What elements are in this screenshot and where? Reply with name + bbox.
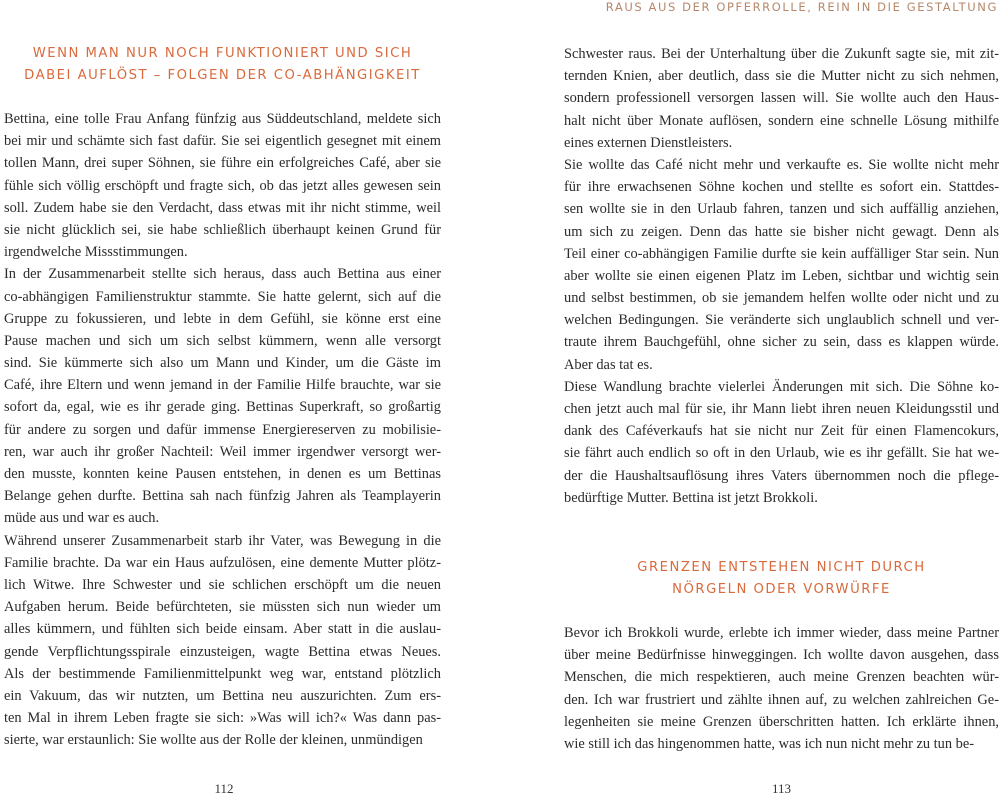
text-line: Pause machen und sich um sich selbst kümmern, wenn alle versorgt — [4, 332, 441, 349]
text-line: Während unserer Zusammenarbeit starb ihr Vater, was Bewegung in die — [4, 532, 441, 549]
text-line: fühle sich völlig erschöpft und fragte sich, ob das jetzt alles gewesen sein — [4, 177, 441, 194]
right-body-text-top — [564, 43, 999, 509]
left-page — [4, 0, 441, 800]
text-line: eines externen Dienstleisters. — [564, 134, 733, 151]
text-line: sofort da, egal, wie es ihr gerade ging. Bettinas Superkraft, so großartig — [4, 399, 441, 416]
text-line: Aufgaben herum. Beide befürchteten, sie müssten sich nun wieder um — [4, 599, 441, 616]
heading-line: GRENZEN ENTSTEHEN NICHT DURCH — [637, 560, 926, 575]
text-line: Belange gehen durfte. Bettina sah nach fünfzig Jahren als Teamplayerin — [4, 488, 441, 505]
left-body-text — [4, 108, 441, 751]
text-line: co-abhängigen Familienstruktur stammte. Sie hatte gelernt, sich auf die — [4, 288, 441, 305]
text-line: traute ihrem Bauchgefühl, ohne sicher zu sein, dass es klappen würde. — [564, 334, 999, 351]
text-line: Menschen, die mich respektieren, auch meine Grenzen beachten wür- — [564, 669, 999, 686]
text-line: legenheiten sie meine Grenzen überschritten hatten. Ich erklärte ihnen, — [564, 713, 999, 730]
text-line: Teil einer co-abhängigen Familie durfte sie kein auffälliger Star sein. Nun — [564, 245, 999, 262]
text-line: Gruppe zu fokussieren, und lebte in dem Gefühl, sie könne erst eine — [4, 310, 441, 327]
text-line: ternden Knien, aber deutlich, dass sie die Mutter nicht zu sich nehmen, — [564, 68, 999, 85]
text-line: bei mir und schämte sich fast dafür. Sie sei eigentlich gesegnet mit einem — [4, 133, 441, 150]
text-line: der die Haushaltsauflösung ihres Vaters übernommen noch die pflege- — [564, 467, 999, 484]
text-line: sondern professionell versorgen lassen will. Sie wollte auch den Haus- — [564, 90, 999, 107]
text-line: soll. Zudem habe sie den Verdacht, dass etwas mit ihr nicht stimme, weil — [4, 199, 441, 216]
text-line: und selbst bestimmen, ob sie jemandem helfen wollte oder nicht und zu — [564, 290, 999, 307]
text-line: chen jetzt auch mal für sie, ihr Mann liebt ihren neuen Kleidungsstil und — [564, 401, 999, 417]
text-line: halt nicht über Monate auflösen, sondern eine schnelle Lösung mithilfe — [564, 112, 999, 129]
text-line: dank des Caféverkaufs hat sie nicht nur Zeit für einen Flamencokurs, — [564, 423, 999, 440]
text-line: welchen Bedingungen. Sie veränderte sich unglaublich schnell und ver- — [564, 312, 999, 329]
running-head: RAUS AUS DER OPFERROLLE, REIN IN DIE GESTALTUNG — [605, 0, 998, 14]
text-line: alles kümmern, und fühlten sich beide einsam. Aber statt in die auslau- — [4, 621, 441, 638]
page-number-left: 112 — [214, 781, 234, 796]
text-line: müde aus und war es auch. — [4, 510, 160, 527]
right-page — [564, 0, 999, 800]
text-line: sie nicht glücklich sei, sie habe schließlich überhaupt keinen Grund für — [4, 221, 441, 238]
text-line: um sich zu zeigen. Denn das hatte sie bisher nicht gewagt. Denn als — [564, 223, 999, 240]
text-line: aber wollte sie einen eigenen Platz im Leben, sichtbar und wichtig sein — [564, 267, 999, 284]
heading-line: NÖRGELN ODER VORWÜRFE — [672, 582, 891, 597]
text-line: ten Mal in ihrem Leben fragte sie sich: »Was will ich?« Was dann pas- — [4, 710, 441, 727]
text-line: Diese Wandlung brachte vielerlei Änderungen mit sich. Die Söhne ko- — [564, 378, 999, 395]
left-section-heading — [4, 43, 441, 87]
text-line: In der Zusammenarbeit stellte sich heraus, dass auch Bettina aus einer — [4, 266, 441, 283]
text-line: sierte, war erstaunlich: Sie wollte aus der Rolle der kleinen, unmündigen — [4, 732, 423, 749]
text-line: ein Vakuum, das wir nutzten, um Bettina neu auszurichten. Zum ers- — [4, 687, 441, 704]
heading-line: DABEI AUFLÖST – FOLGEN DER CO-ABHÄNGIGKEIT — [24, 68, 421, 83]
text-line: sen wollte sie in den Urlaub fahren, tanzen und sich auffällig anziehen, — [564, 201, 999, 218]
text-line: Sie wollte das Café nicht mehr und verkaufte es. Sie wollte nicht mehr — [564, 156, 999, 173]
heading-line: WENN MAN NUR NOCH FUNKTIONIERT UND SICH — [32, 46, 413, 61]
text-line: Bettina, eine tolle Frau Anfang fünfzig aus Süddeutschland, meldete sich — [4, 111, 441, 127]
right-body-text-bottom — [564, 622, 999, 755]
text-line: über meine Bedürfnisse hinweggingen. Ich wollte davon ausgehen, dass — [564, 647, 999, 664]
right-section-heading — [564, 557, 999, 601]
text-line: Schwester raus. Bei der Unterhaltung über die Zukunft sagte sie, mit zit- — [564, 46, 999, 62]
text-line: Aber das tat es. — [564, 356, 653, 373]
text-line: irgendwelche Missstimmungen. — [4, 244, 188, 261]
page-number-right: 113 — [771, 781, 792, 796]
text-line: ren, war auch ihr großer Nachteil: Weil immer irgendwer versorgt wer- — [4, 443, 441, 460]
text-line: Familie brachte. Da war ein Haus aufzulösen, eine demente Mutter plötz- — [4, 554, 441, 571]
text-line: den musste, konnten keine Pausen entstehen, in denen es um Bettinas — [4, 466, 441, 482]
text-line: Café, ihre Eltern und wenn jemand in der Familie Hilfe brauchte, war sie — [4, 377, 441, 394]
text-line: sind. Sie kümmerte sich also um Mann und Kinder, um die Gäste im — [4, 355, 441, 372]
text-line: bedürftige Mutter. Bettina ist jetzt Brokkoli. — [564, 489, 818, 506]
text-line: gende Verpflichtungsspirale einzusteigen, wagte Bettina etwas Neues. — [4, 643, 441, 660]
text-line: für andere zu sorgen und dafür immense Energiereserven zu mobilisie- — [4, 421, 441, 438]
text-line: sie fährt auch endlich so oft in den Urlaub, wie es ihr gefällt. Sie hat we- — [564, 445, 999, 462]
text-line: den. Ich war frustriert und zählte ihnen auf, zu welchen zahlreichen Ge- — [564, 691, 999, 708]
text-line: wie still ich das hingenommen hatte, was ich nun nicht mehr zu tun be- — [564, 735, 975, 752]
text-line: tollen Mann, drei super Söhnen, sie führe ein erfolgreiches Café, aber sie — [4, 155, 441, 172]
text-line: lich Witwe. Ihre Schwester und sie schlichen erschöpft um die neuen — [4, 576, 441, 593]
text-line: Als der bestimmende Familienmittelpunkt weg war, entstand plötzlich — [4, 665, 441, 682]
text-line: für ihre erwachsenen Söhne kochen und stellte es sofort ein. Stattdes- — [564, 179, 999, 196]
text-line: Bevor ich Brokkoli wurde, erlebte ich immer wieder, dass meine Partner — [564, 625, 999, 641]
